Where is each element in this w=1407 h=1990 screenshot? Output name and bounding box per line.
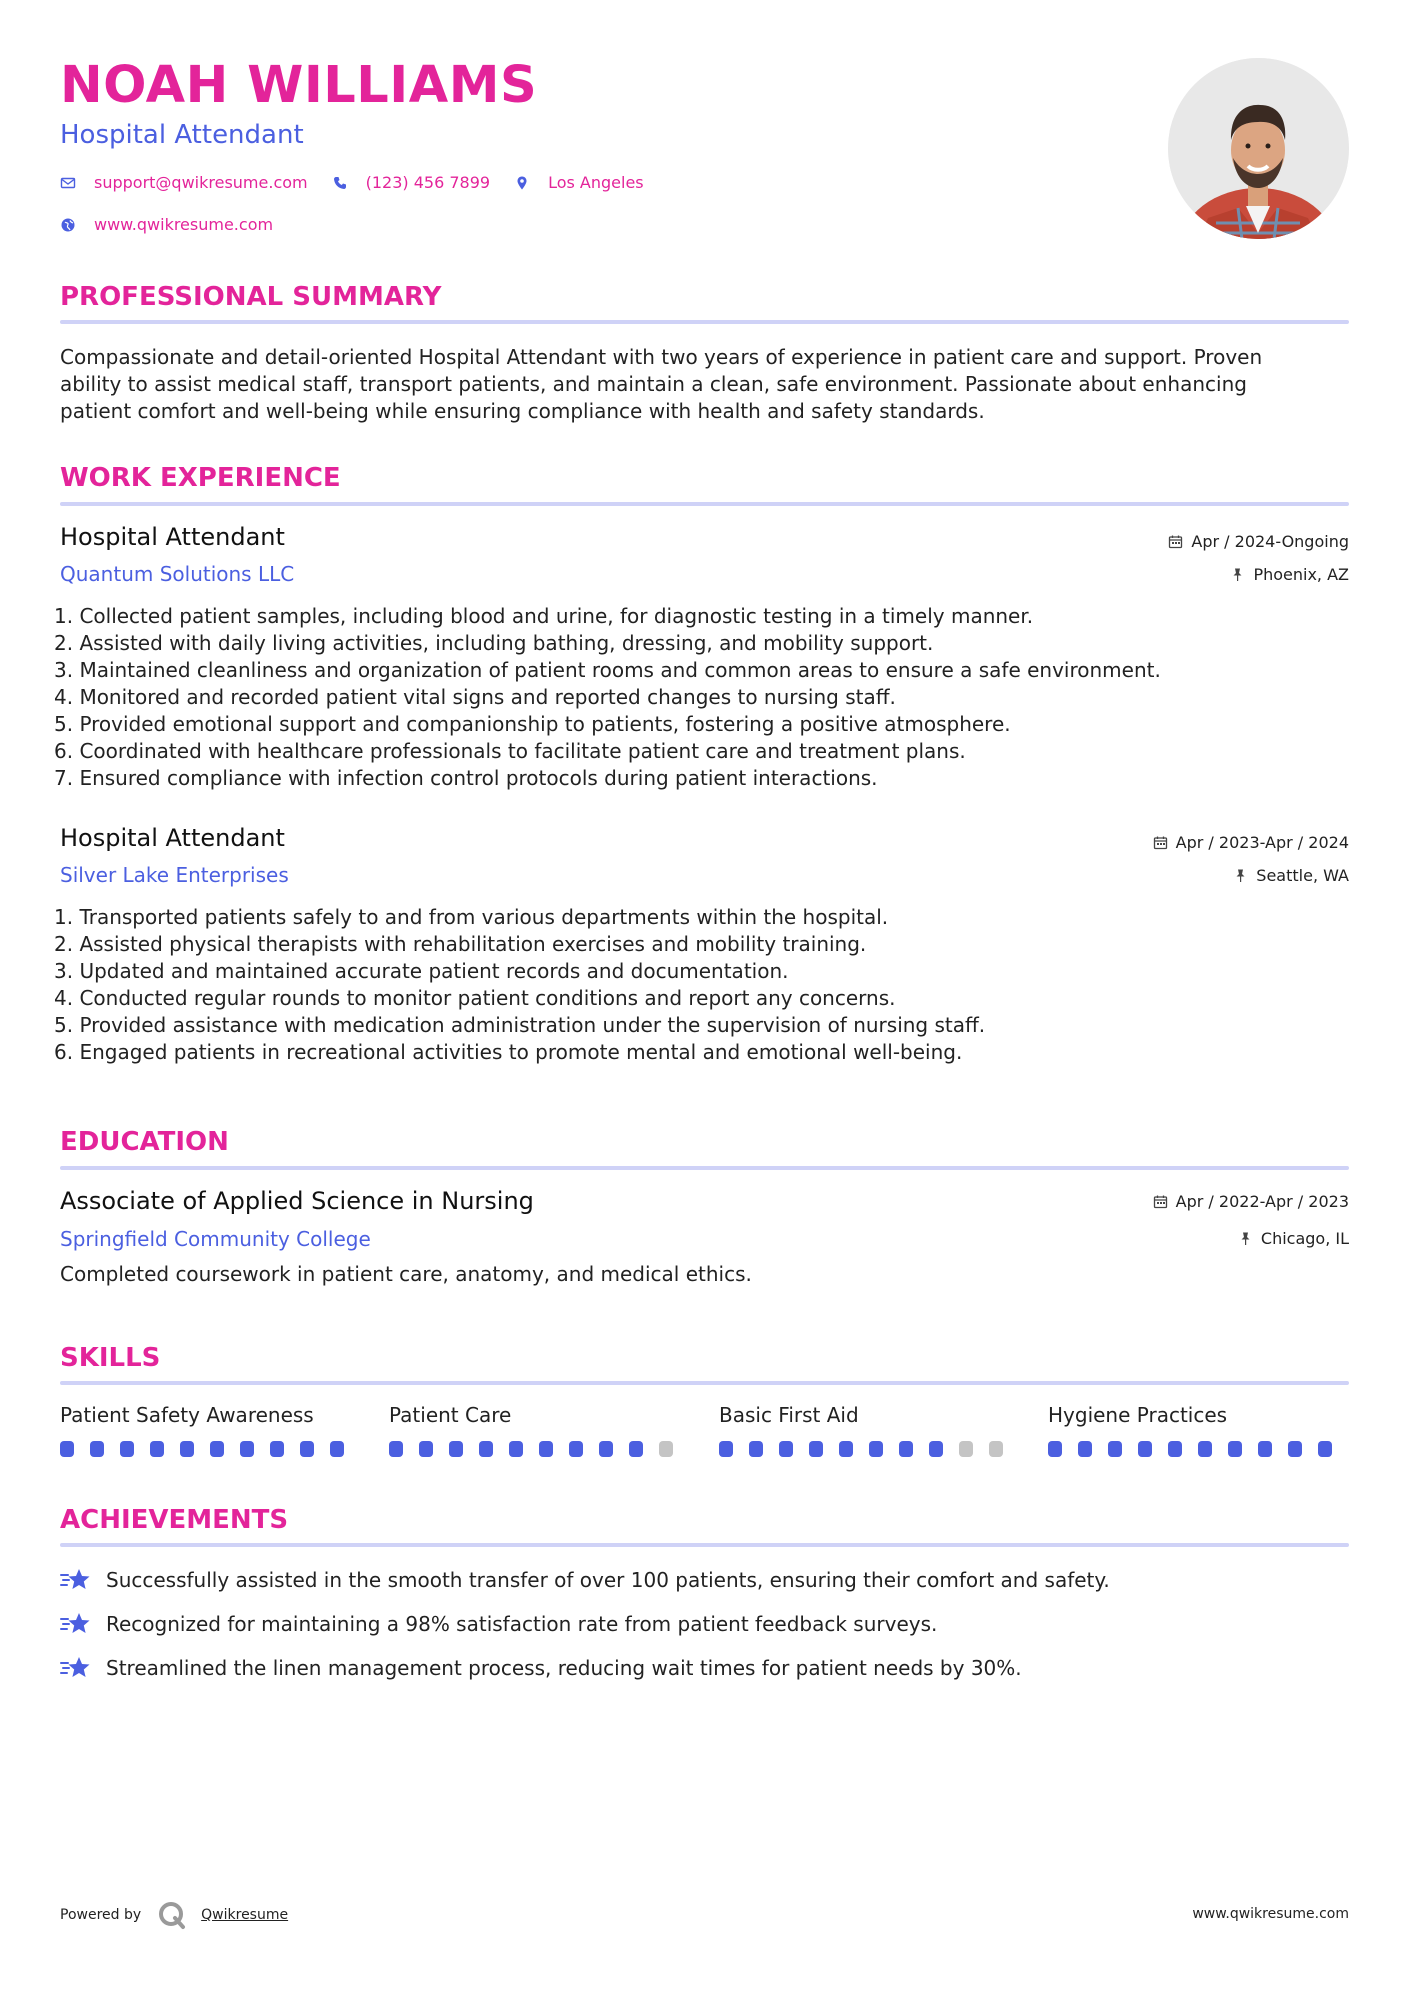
skill-dot-filled	[120, 1441, 134, 1457]
skill-dot-filled	[240, 1441, 254, 1457]
achievement-text: Recognized for maintaining a 98% satisfaction rate from patient feedback surveys.	[106, 1612, 938, 1636]
website-contact[interactable]	[60, 215, 273, 234]
contact-row	[60, 173, 668, 192]
skills-heading: SKILLS	[60, 1343, 161, 1373]
skill-dot-filled	[629, 1441, 643, 1457]
skill-dot-filled	[1198, 1441, 1212, 1457]
job-dates-text: Apr / 2024-Ongoing	[1191, 532, 1349, 551]
skill-dot-filled	[929, 1441, 943, 1457]
skill-dot-filled	[60, 1441, 74, 1457]
skill-item	[1048, 1403, 1348, 1457]
skill-dot-filled	[1288, 1441, 1302, 1457]
pushpin-icon	[1238, 1231, 1253, 1246]
achievement-text: Streamlined the linen management process, reducing wait times for patient needs by 30%.	[106, 1656, 1022, 1680]
education-dates	[1153, 1192, 1349, 1211]
skill-dot-filled	[719, 1441, 733, 1457]
skill-dot-filled	[270, 1441, 284, 1457]
list-item: 6. Coordinated with healthcare professionals to facilitate patient care and treatment plans.	[54, 739, 966, 763]
pushpin-icon	[1230, 567, 1245, 582]
skill-dot-filled	[1168, 1441, 1182, 1457]
job-bullets	[54, 603, 1344, 792]
candidate-role: Hospital Attendant	[60, 120, 304, 150]
skill-dot-filled	[419, 1441, 433, 1457]
location-contact	[514, 173, 644, 192]
summary-text	[60, 344, 1349, 425]
summary-heading: PROFESSIONAL SUMMARY	[60, 282, 442, 312]
skill-dot-filled	[180, 1441, 194, 1457]
skill-dot-filled	[449, 1441, 463, 1457]
skill-dot-filled	[330, 1441, 344, 1457]
calendar-icon	[1153, 835, 1168, 850]
list-item: 5. Provided assistance with medication administration under the supervision of nursing staff.	[54, 1013, 986, 1037]
skill-dot-filled	[779, 1441, 793, 1457]
skill-item	[719, 1403, 1019, 1457]
section-divider	[60, 320, 1349, 324]
skill-dot-filled	[509, 1441, 523, 1457]
phone-icon	[332, 175, 348, 191]
skill-dot-filled	[1138, 1441, 1152, 1457]
skill-dot-filled	[1078, 1441, 1092, 1457]
job-dates-text: Apr / 2023-Apr / 2024	[1175, 833, 1349, 852]
education-description: Completed coursework in patient care, anatomy, and medical ethics.	[60, 1262, 752, 1286]
email-text: support@qwikresume.com	[94, 173, 308, 192]
list-item: 2. Assisted with daily living activities, including bathing, dressing, and mobility support.	[54, 631, 934, 655]
job-dates	[1168, 532, 1349, 551]
list-item: 7. Ensured compliance with infection control protocols during patient interactions.	[54, 766, 878, 790]
website-text: www.qwikresume.com	[94, 215, 274, 234]
skill-dot-filled	[1318, 1441, 1332, 1457]
skill-dot-filled	[749, 1441, 763, 1457]
education-dates-text: Apr / 2022-Apr / 2023	[1175, 1192, 1349, 1211]
skill-name: Basic First Aid	[719, 1403, 859, 1427]
company-name: Quantum Solutions LLC	[60, 562, 295, 586]
footer-url[interactable]: www.qwikresume.com	[1192, 1906, 1349, 1922]
school-name: Springfield Community College	[60, 1227, 371, 1251]
achievement-item	[60, 1654, 1022, 1682]
skill-name: Patient Safety Awareness	[60, 1403, 314, 1427]
skill-dot-empty	[659, 1441, 673, 1457]
education-location	[1238, 1229, 1349, 1248]
job-dates	[1153, 833, 1349, 852]
education-location-text: Chicago, IL	[1260, 1229, 1349, 1248]
skill-item	[60, 1403, 360, 1457]
skill-dot-filled	[210, 1441, 224, 1457]
list-item: 1. Collected patient samples, including blood and urine, for diagnostic testing in a timely manner.	[54, 604, 1034, 628]
footer-powered-by	[60, 1900, 288, 1930]
skill-dot-filled	[899, 1441, 913, 1457]
star-icon	[60, 1654, 92, 1682]
envelope-icon	[60, 175, 76, 191]
skill-dot-filled	[150, 1441, 164, 1457]
skill-dot-empty	[959, 1441, 973, 1457]
map-pin-icon	[514, 175, 530, 191]
skill-dot-filled	[839, 1441, 853, 1457]
list-item: 3. Updated and maintained accurate patient records and documentation.	[54, 959, 789, 983]
star-icon	[60, 1566, 92, 1594]
skill-dot-filled	[1108, 1441, 1122, 1457]
list-item: 4. Monitored and recorded patient vital signs and reported changes to nursing staff.	[54, 685, 896, 709]
achievements-heading: ACHIEVEMENTS	[60, 1505, 289, 1535]
skill-dot-filled	[300, 1441, 314, 1457]
skill-dot-filled	[569, 1441, 583, 1457]
calendar-icon	[1153, 1194, 1168, 1209]
summary-line: ability to assist medical staff, transport patients, and maintain a clean, safe environment. Passionate about enhancing	[60, 372, 1247, 396]
section-divider	[60, 502, 1349, 506]
list-item: 2. Assisted physical therapists with rehabilitation exercises and mobility training.	[54, 932, 867, 956]
job-title: Hospital Attendant	[60, 523, 285, 551]
section-divider	[60, 1166, 1349, 1170]
skill-dot-filled	[389, 1441, 403, 1457]
skill-dot-empty	[989, 1441, 1003, 1457]
skill-dot-filled	[479, 1441, 493, 1457]
skill-item	[389, 1403, 689, 1457]
qwikresume-link[interactable]: Qwikresume	[201, 1907, 289, 1923]
list-item: 4. Conducted regular rounds to monitor patient conditions and report any concerns.	[54, 986, 896, 1010]
section-divider	[60, 1543, 1349, 1547]
globe-icon	[60, 217, 76, 233]
qwikresume-logo-icon	[157, 1900, 187, 1930]
skill-rating	[60, 1441, 360, 1457]
job-location-text: Seattle, WA	[1256, 866, 1349, 885]
summary-line: patient comfort and well-being while ensuring compliance with health and safety standards.	[60, 399, 985, 423]
job-location	[1233, 866, 1349, 885]
list-item: 1. Transported patients safely to and from various departments within the hospital.	[54, 905, 889, 929]
section-divider	[60, 1381, 1349, 1385]
skill-dot-filled	[1048, 1441, 1062, 1457]
experience-heading: WORK EXPERIENCE	[60, 463, 341, 493]
candidate-name: NOAH WILLIAMS	[60, 56, 538, 115]
list-item: 6. Engaged patients in recreational activities to promote mental and emotional well-being.	[54, 1040, 963, 1064]
pushpin-icon	[1233, 868, 1248, 883]
skill-dot-filled	[1228, 1441, 1242, 1457]
skill-dot-filled	[869, 1441, 883, 1457]
skill-dot-filled	[90, 1441, 104, 1457]
education-heading: EDUCATION	[60, 1127, 229, 1157]
degree-title: Associate of Applied Science in Nursing	[60, 1187, 534, 1215]
skill-name: Hygiene Practices	[1048, 1403, 1228, 1427]
website-row	[60, 215, 297, 234]
email-contact[interactable]	[60, 173, 308, 192]
skill-rating	[719, 1441, 1019, 1457]
summary-line: Compassionate and detail-oriented Hospital Attendant with two years of experience in patient care and support. Proven	[60, 345, 1263, 369]
skill-dot-filled	[599, 1441, 613, 1457]
skill-rating	[1048, 1441, 1348, 1457]
list-item: 5. Provided emotional support and companionship to patients, fostering a positive atmosphere.	[54, 712, 1011, 736]
job-location	[1230, 565, 1349, 584]
list-item: 3. Maintained cleanliness and organization of patient rooms and common areas to ensure a safe environment.	[54, 658, 1161, 682]
powered-by-label: Powered by	[60, 1907, 142, 1923]
phone-contact[interactable]	[332, 173, 490, 192]
job-location-text: Phoenix, AZ	[1253, 565, 1349, 584]
skill-dot-filled	[1258, 1441, 1272, 1457]
achievement-text: Successfully assisted in the smooth transfer of over 100 patients, ensuring their comfort and safety.	[106, 1568, 1110, 1592]
profile-photo	[1168, 58, 1349, 239]
achievement-item	[60, 1566, 1110, 1594]
phone-text: (123) 456 7899	[365, 173, 491, 192]
star-icon	[60, 1610, 92, 1638]
skill-dot-filled	[539, 1441, 553, 1457]
skill-name: Patient Care	[389, 1403, 512, 1427]
achievement-item	[60, 1610, 937, 1638]
company-name: Silver Lake Enterprises	[60, 863, 289, 887]
job-bullets	[54, 904, 1344, 1066]
skill-rating	[389, 1441, 689, 1457]
location-text: Los Angeles	[548, 173, 644, 192]
calendar-icon	[1168, 534, 1183, 549]
skill-dot-filled	[809, 1441, 823, 1457]
job-title: Hospital Attendant	[60, 824, 285, 852]
